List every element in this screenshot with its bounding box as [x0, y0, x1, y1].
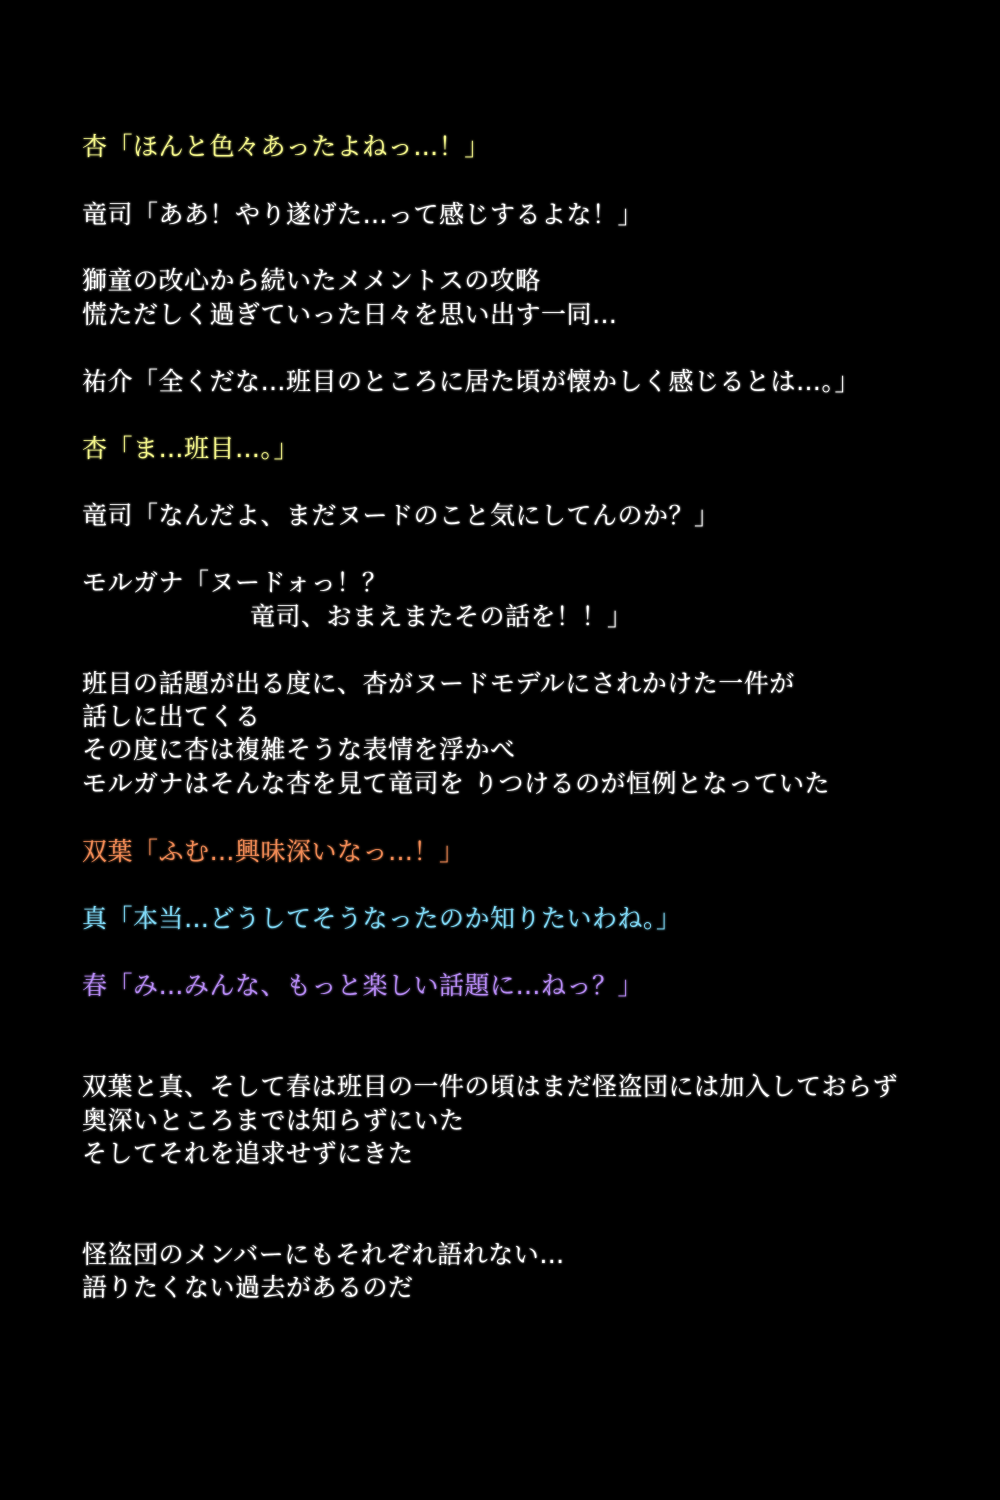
narration-line: その度に杏は複雑そうな表情を浮かべ: [82, 735, 516, 764]
narration-line: 獅童の改心から続いたメメントスの攻略: [82, 266, 541, 295]
dialogue-morgana-1: モルガナ「ヌードォっ！？: [82, 568, 388, 597]
dialogue-ann-2: 杏「ま…班目…。」: [82, 434, 300, 463]
narration-line: 怪盗団のメンバーにもそれぞれ語れない…: [82, 1240, 565, 1269]
narration-line: 語りたくない過去があるのだ: [82, 1273, 414, 1302]
narration-line: 双葉と真、そして春は班目の一件の頃はまだ怪盗団には加入しておらず: [82, 1072, 899, 1101]
dialogue-futaba-1: 双葉「ふむ…興味深いなっ…！」: [82, 837, 465, 866]
dialogue-ann-1: 杏「ほんと色々あったよねっ…！」: [82, 132, 490, 161]
narration-line: 話しに出てくる: [82, 702, 261, 731]
narration-line: 奥深いところまでは知らずにいた: [82, 1106, 465, 1135]
dialogue-yusuke-1: 祐介「全くだな…班目のところに居た頃が懐かしく感じるとは…。」: [82, 367, 861, 396]
dialogue-haru-1: 春「み…みんな、もっと楽しい話題に…ねっ？」: [82, 971, 644, 1000]
dialogue-ryuji-1: 竜司「ああ！やり遂げた…って感じするよな！」: [82, 200, 644, 229]
dialogue-makoto-1: 真「本当…どうしてそうなったのか知りたいわね。」: [82, 904, 682, 933]
dialogue-ryuji-2: 竜司「なんだよ、まだヌードのこと気にしてんのか？」: [82, 501, 720, 530]
narration-line: 慌ただしく過ぎていった日々を思い出す一同…: [82, 300, 618, 329]
narration-line: モルガナはそんな杏を見て竜司を りつけるのが恒例となっていた: [82, 769, 830, 798]
narration-line: 班目の話題が出る度に、杏がヌードモデルにされかけた一件が: [82, 669, 795, 698]
dialogue-morgana-1-cont: 竜司、おまえまたその話を！！」: [250, 602, 633, 631]
narration-line: そしてそれを追求せずにきた: [82, 1139, 414, 1168]
